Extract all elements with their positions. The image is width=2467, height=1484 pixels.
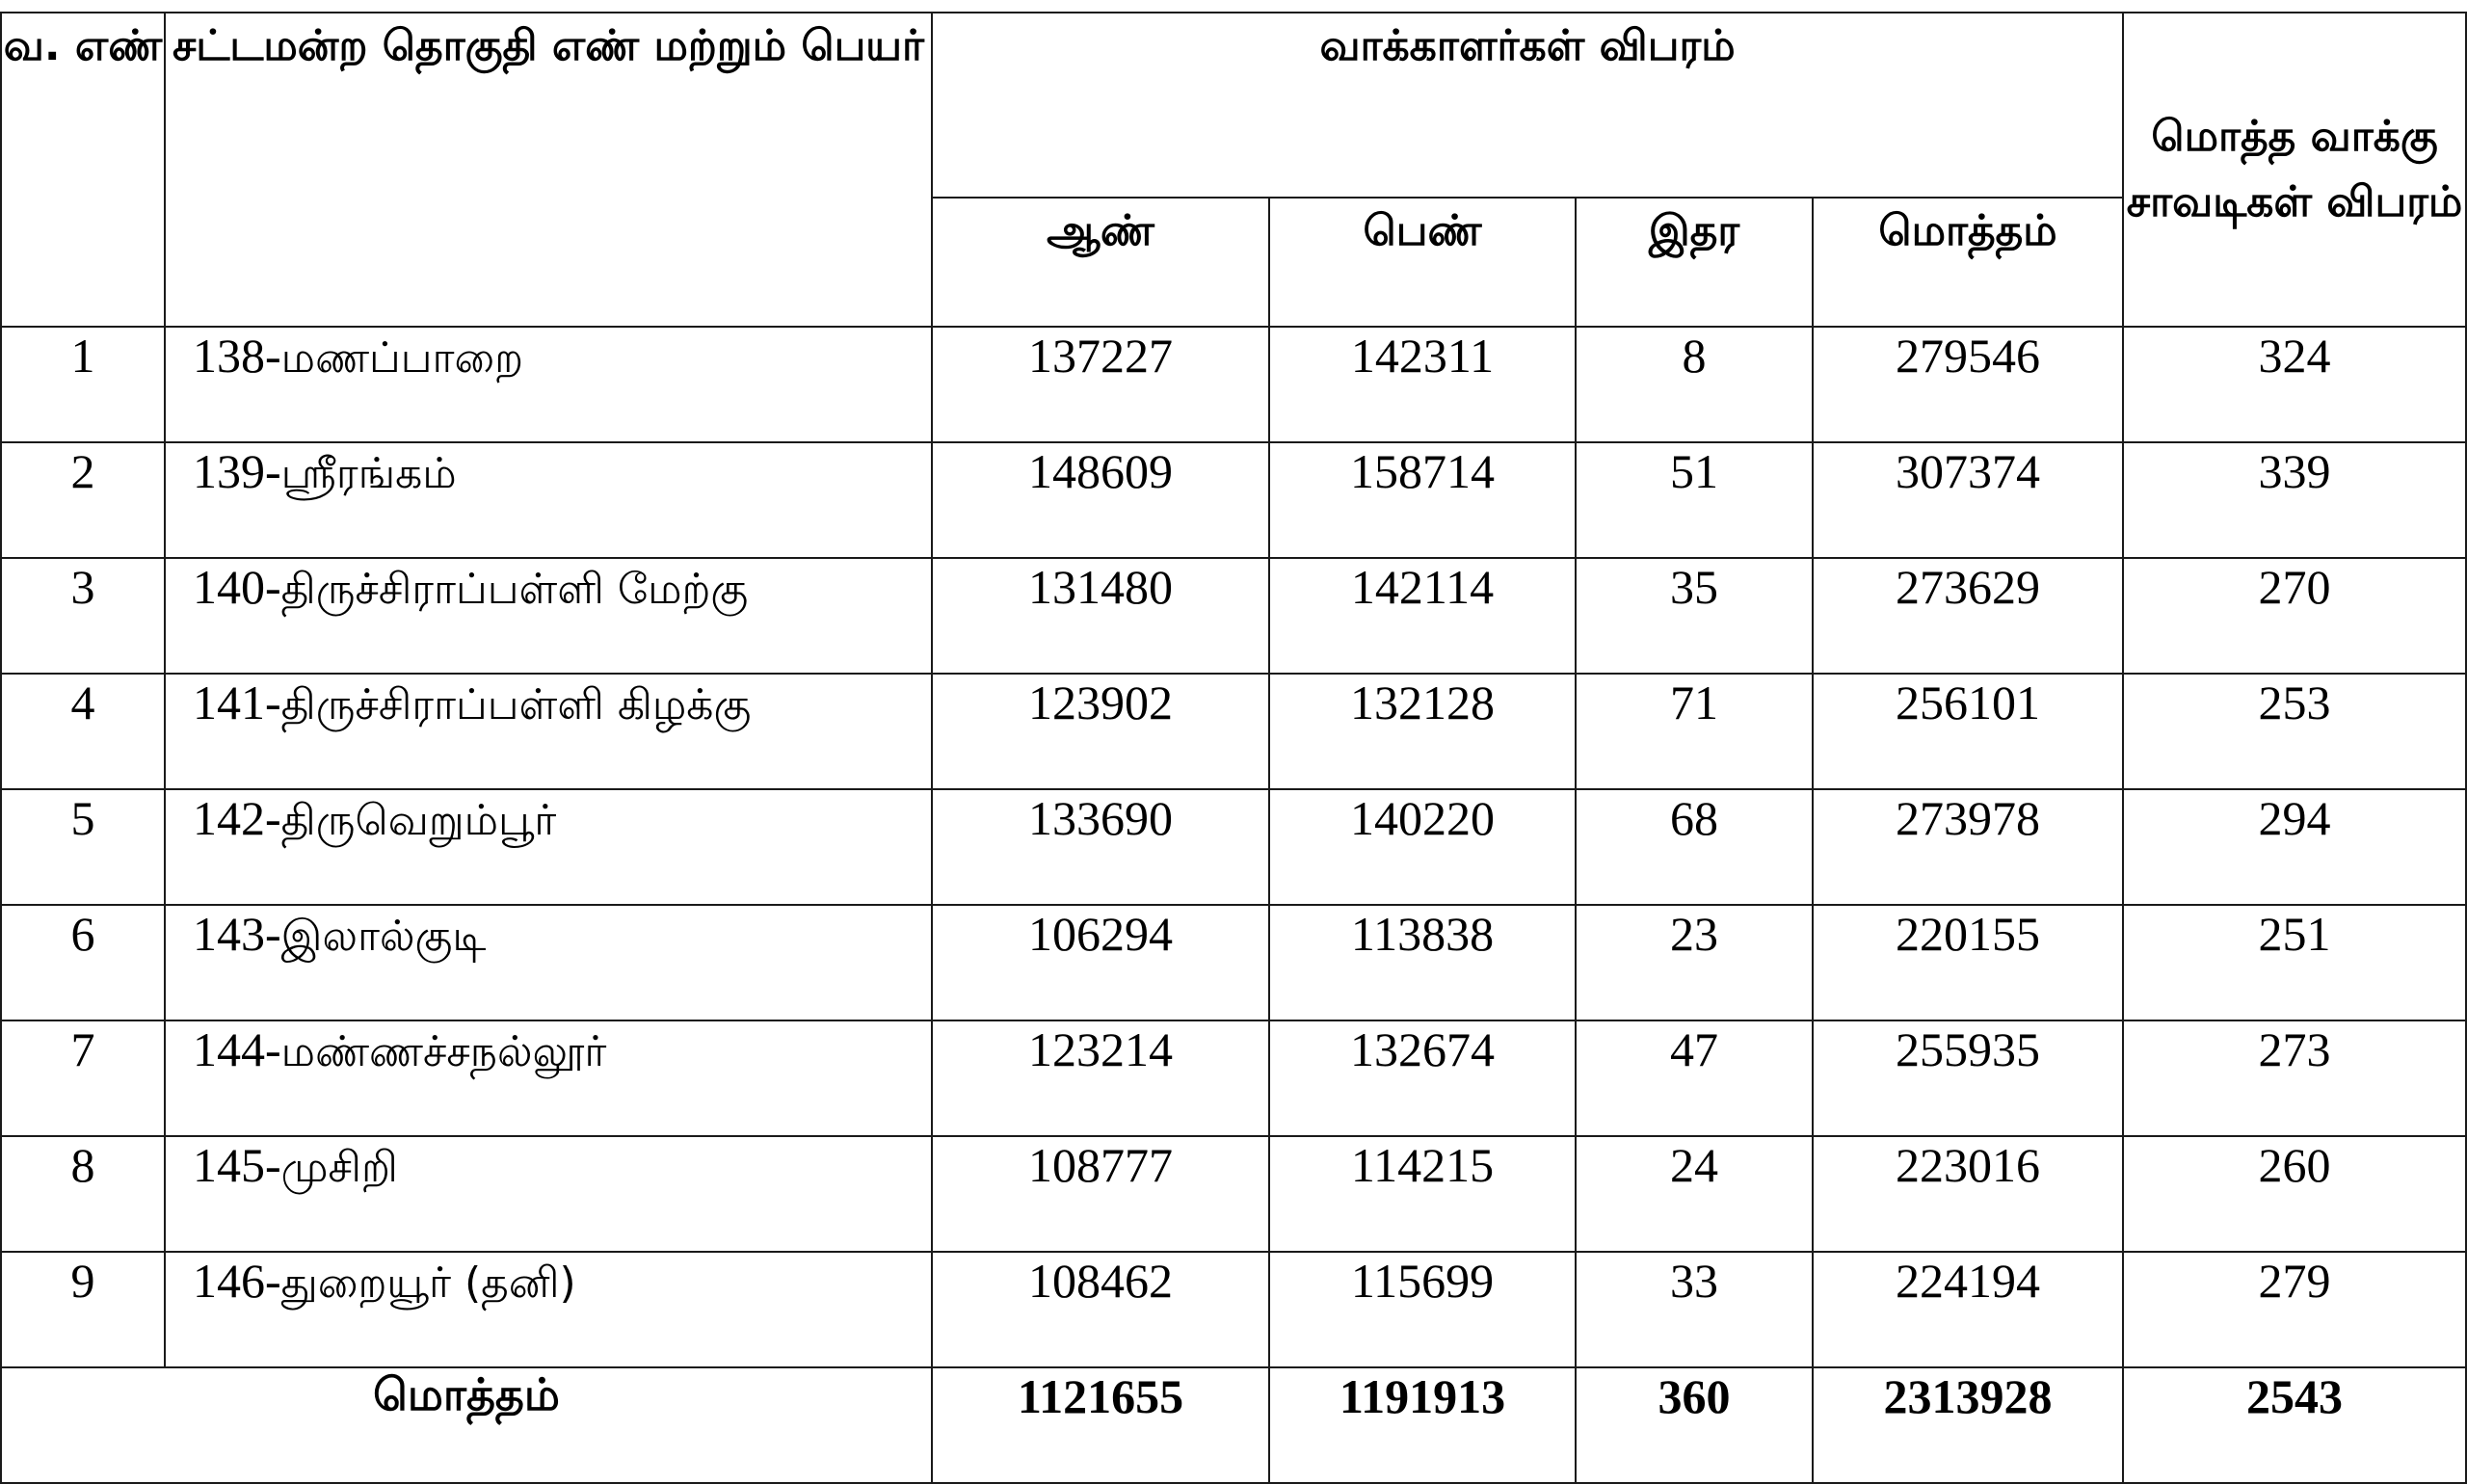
female-cell: 115699 [1269, 1252, 1576, 1367]
serial-number-cell: 7 [1, 1020, 165, 1136]
table-row [1, 905, 2466, 1020]
total-others-cell: 360 [1576, 1367, 1813, 1483]
total-cell: 255935 [1813, 1020, 2123, 1136]
table-row [1, 558, 2466, 674]
male-cell: 106294 [932, 905, 1269, 1020]
total-male-cell: 1121655 [932, 1367, 1269, 1483]
constituency-code: 142 [193, 791, 265, 845]
constituency-code: 139 [193, 444, 265, 498]
female-cell: 140220 [1269, 789, 1576, 905]
female-cell: 113838 [1269, 905, 1576, 1020]
serial-number-cell: 8 [1, 1136, 165, 1252]
constituency-cell: 141-திருச்சிராப்பள்ளி கிழக்கு [165, 674, 932, 789]
voter-details-header: வாக்காளர்கள் விபரம் [932, 13, 2123, 198]
male-cell: 131480 [932, 558, 1269, 674]
female-cell: 142114 [1269, 558, 1576, 674]
polling-stations-cell: 294 [2123, 789, 2466, 905]
serial-number-cell: 3 [1, 558, 165, 674]
female-header: பெண் [1269, 198, 1576, 327]
serial-number-cell: 6 [1, 905, 165, 1020]
others-cell: 8 [1576, 327, 1813, 442]
table-row [1, 327, 2466, 442]
totals-row [1, 1367, 2466, 1483]
serial-number-header: வ. எண் [1, 13, 165, 327]
total-cell: 307374 [1813, 442, 2123, 558]
totals-label: மொத்தம் [1, 1367, 932, 1483]
table-row [1, 1136, 2466, 1252]
total-cell: 223016 [1813, 1136, 2123, 1252]
polling-stations-cell: 251 [2123, 905, 2466, 1020]
table-row [1, 789, 2466, 905]
others-cell: 51 [1576, 442, 1813, 558]
others-cell: 68 [1576, 789, 1813, 905]
total-cell: 224194 [1813, 1252, 2123, 1367]
voter-details-table [0, 12, 2467, 1484]
others-cell: 23 [1576, 905, 1813, 1020]
polling-stations-cell: 324 [2123, 327, 2466, 442]
constituency-code: 145 [193, 1138, 265, 1192]
female-cell: 114215 [1269, 1136, 1576, 1252]
serial-number-cell: 9 [1, 1252, 165, 1367]
constituency-code: 141 [193, 676, 265, 729]
others-cell: 33 [1576, 1252, 1813, 1367]
others-cell: 24 [1576, 1136, 1813, 1252]
constituency-name: திருவெறும்பூர் [280, 796, 557, 845]
others-cell: 47 [1576, 1020, 1813, 1136]
constituency-cell: 142-திருவெறும்பூர் [165, 789, 932, 905]
total-polling-stations-cell: 2543 [2123, 1367, 2466, 1483]
serial-number-cell: 1 [1, 327, 165, 442]
male-cell: 108462 [932, 1252, 1269, 1367]
table-row [1, 442, 2466, 558]
female-cell: 158714 [1269, 442, 1576, 558]
others-cell: 71 [1576, 674, 1813, 789]
header-row-main [1, 13, 2466, 198]
constituency-cell: 139-ஸ்ரீரங்கம் [165, 442, 932, 558]
constituency-name: ஸ்ரீரங்கம் [280, 449, 457, 498]
constituency-cell: 138-மணப்பாறை [165, 327, 932, 442]
polling-stations-header: மொத்த வாக்கு சாவடிகள் விபரம் [2123, 13, 2466, 327]
female-cell: 142311 [1269, 327, 1576, 442]
constituency-name: மண்ணச்சநல்லூர் [280, 1027, 607, 1076]
constituency-name: இலால்குடி [280, 912, 487, 961]
table-row [1, 1020, 2466, 1136]
constituency-cell: 145-முசிறி [165, 1136, 932, 1252]
table-row [1, 674, 2466, 789]
total-cell: 273978 [1813, 789, 2123, 905]
constituency-code: 143 [193, 907, 265, 961]
grand-total-cell: 2313928 [1813, 1367, 2123, 1483]
polling-stations-cell: 279 [2123, 1252, 2466, 1367]
total-cell: 220155 [1813, 905, 2123, 1020]
serial-number-cell: 5 [1, 789, 165, 905]
male-cell: 148609 [932, 442, 1269, 558]
male-cell: 133690 [932, 789, 1269, 905]
polling-stations-cell: 253 [2123, 674, 2466, 789]
serial-number-cell: 2 [1, 442, 165, 558]
polling-stations-cell: 339 [2123, 442, 2466, 558]
constituency-code: 146 [193, 1254, 265, 1308]
total-header: மொத்தம் [1813, 198, 2123, 327]
male-cell: 123902 [932, 674, 1269, 789]
constituency-name: திருச்சிராப்பள்ளி கிழக்கு [280, 680, 752, 729]
constituency-name: துறையூர் (தனி) [280, 1259, 576, 1308]
constituency-code: 144 [193, 1022, 265, 1076]
constituency-cell: 143-இலால்குடி [165, 905, 932, 1020]
polling-stations-cell: 260 [2123, 1136, 2466, 1252]
male-header: ஆண் [932, 198, 1269, 327]
male-cell: 137227 [932, 327, 1269, 442]
constituency-header: சட்டமன்ற தொகுதி எண் மற்றும் பெயர் [165, 13, 932, 327]
constituency-code: 140 [193, 560, 265, 614]
others-cell: 35 [1576, 558, 1813, 674]
male-cell: 108777 [932, 1136, 1269, 1252]
constituency-cell: 140-திருச்சிராப்பள்ளி மேற்கு [165, 558, 932, 674]
constituency-code: 138 [193, 329, 265, 383]
polling-stations-cell: 273 [2123, 1020, 2466, 1136]
constituency-cell: 146-துறையூர் (தனி) [165, 1252, 932, 1367]
others-header: இதர [1576, 198, 1813, 327]
total-cell: 256101 [1813, 674, 2123, 789]
female-cell: 132674 [1269, 1020, 1576, 1136]
serial-number-cell: 4 [1, 674, 165, 789]
constituency-name: முசிறி [280, 1143, 398, 1192]
female-cell: 132128 [1269, 674, 1576, 789]
constituency-name: மணப்பாறை [280, 333, 524, 383]
constituency-cell: 144-மண்ணச்சநல்லூர் [165, 1020, 932, 1136]
polling-stations-cell: 270 [2123, 558, 2466, 674]
total-cell: 273629 [1813, 558, 2123, 674]
table-row [1, 1252, 2466, 1367]
total-cell: 279546 [1813, 327, 2123, 442]
male-cell: 123214 [932, 1020, 1269, 1136]
total-female-cell: 1191913 [1269, 1367, 1576, 1483]
constituency-name: திருச்சிராப்பள்ளி மேற்கு [280, 565, 749, 614]
